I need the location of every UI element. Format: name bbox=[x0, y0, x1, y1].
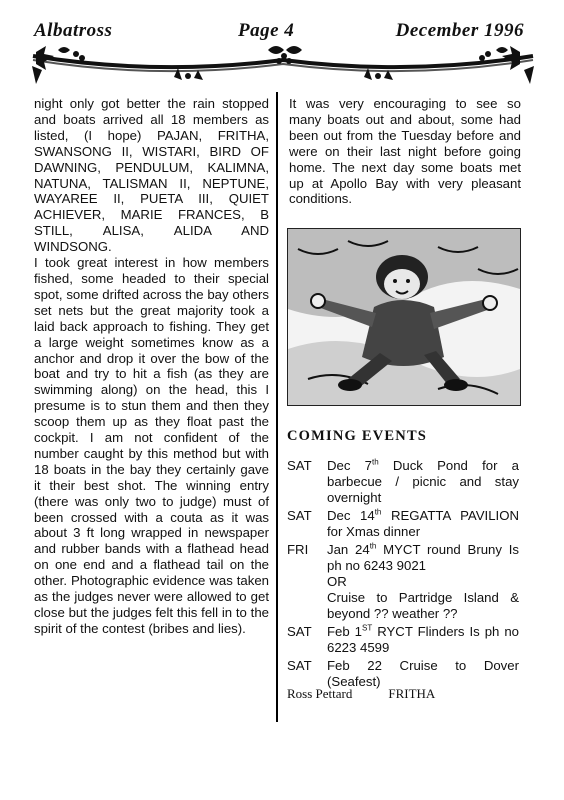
article-paragraph: It was very encouraging to see so many boats out and about, some had been out from the Tuesday before and were on their last night before going home. The next day some boats met up at Apollo Bay with very pleasant conditions. bbox=[289, 96, 521, 207]
events-list bbox=[287, 458, 519, 692]
event-description: Dec 7th Duck Pond for a barbecue / picnic and stay overnight bbox=[327, 457, 519, 505]
event-description: Feb 22 Cruise to Dover (Seafest) bbox=[327, 658, 520, 689]
event-or: OR bbox=[327, 574, 347, 589]
coming-events-heading: COMING EVENTS bbox=[287, 428, 428, 444]
holly-garland-decoration bbox=[28, 42, 538, 92]
event-day: SAT bbox=[287, 458, 312, 473]
page-number: Page 4 bbox=[238, 20, 295, 41]
child-sledding-illustration bbox=[287, 228, 521, 406]
article-paragraph: night only got better the rain stopped and boats arrived all 18 members as listed, (I hope) PAJAN, FRITHA, SWANSONG II, WISTARI, BIRD OF DAWNING, PENDULUM, KALIMNA, NATUNA, TALISMAN II, NEPTUNE, WAYAREE II, PUETA III, QUIET ACHIEVER, MARIE FRANCES, B STILL, ALISA, ALIDA AND WINDSONG. bbox=[34, 96, 269, 255]
event-item bbox=[287, 458, 519, 506]
event-day: FRI bbox=[287, 542, 309, 557]
signoff bbox=[287, 686, 471, 702]
event-description: Jan 24th MYCT round Bruny Is ph no 6243 9021 OR Cruise to Partridge Island & beyond ?? weather ?? bbox=[327, 541, 519, 621]
event-day: SAT bbox=[287, 658, 312, 673]
issue-date: December 1996 bbox=[395, 20, 524, 41]
event-item bbox=[287, 508, 519, 540]
event-item bbox=[287, 542, 519, 622]
event-day: SAT bbox=[287, 624, 312, 639]
article-paragraph: I took great interest in how members fished, some headed to their special spot, some drifted across the bay others set nets but the great majority took a laid back approach to fishing. They get a large weight sometimes know as a anchor and drop it over the bow of the boat and try to hit a fish (as they are swimming along) on the head, this I presume is to stun them and then they scoop them up as they float past the cockpit. I am not confident of the number caught by this method but with 18 boats in the bay they certainly gave it their best shot. The winning entry (there was only two to judge) must of been crossed with a couta as it was about 3 ft long wrapped in newspaper and rubber bands with a flathead head on one end and a flathead tail on the other. Photographic evidence was taken as the judges never were allowed to get close but the judges felt this fell in to the spirit of the contest (bribes and lies). bbox=[34, 255, 269, 636]
event-description: Feb 1ST RYCT Flinders Is ph no 6223 4599 bbox=[327, 623, 519, 655]
left-column bbox=[34, 96, 269, 637]
column-divider bbox=[276, 92, 278, 722]
right-column bbox=[289, 96, 521, 207]
author-name: Ross Pettard bbox=[287, 686, 353, 701]
event-alternative: Cruise to Partridge Island & beyond ?? weather ?? bbox=[327, 590, 519, 621]
author-boat: FRITHA bbox=[388, 686, 436, 701]
event-day: SAT bbox=[287, 508, 312, 523]
newsletter-title: Albatross bbox=[34, 20, 113, 41]
page-header bbox=[0, 0, 564, 100]
event-description: Dec 14th REGATTA PAVILION for Xmas dinner bbox=[327, 507, 519, 539]
event-item bbox=[287, 624, 519, 656]
